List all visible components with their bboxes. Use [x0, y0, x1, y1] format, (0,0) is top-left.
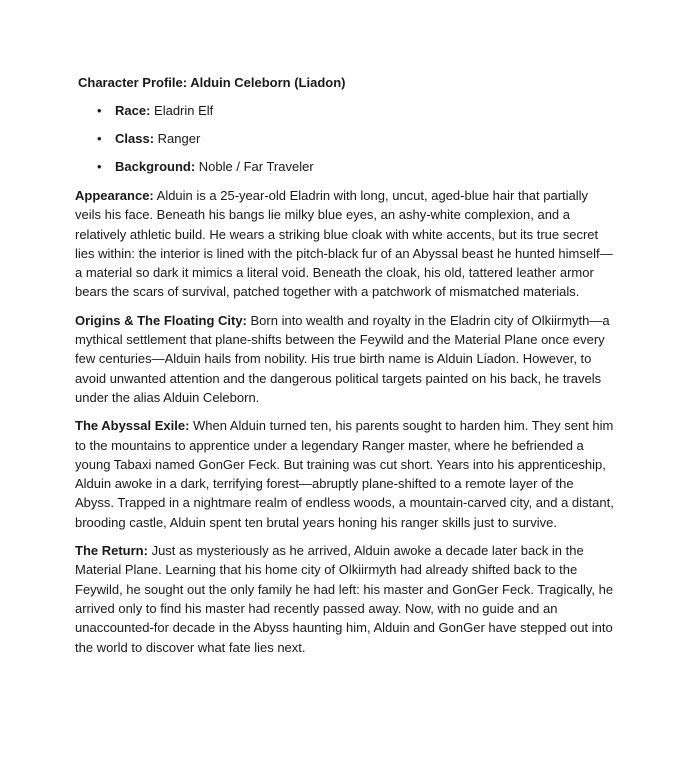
- document-title: Character Profile: Alduin Celeborn (Liadon): [78, 75, 346, 90]
- section-heading: The Abyssal Exile:: [75, 418, 190, 434]
- bullet-dot-icon: •: [97, 131, 102, 146]
- bullet-label: Background:: [115, 159, 196, 174]
- section-text: When Alduin turned ten, his parents sought to harden him. They sent him to the mountains to apprentice under a legendary Ranger master, where he befriended a young Tabaxi named GonGer Feck. But training was cut short. Years into his apprenticeship, Alduin awoke in a dark, terrifying forest—abruptly plane-shifted to a remote layer of the Abyss. Trapped in a nightmare realm of endless woods, a mountain-carved city, and a distant, brooding castle, Alduin spent ten brutal years honing his ranger skills just to survive.: [75, 418, 614, 530]
- section-heading: Origins & The Floating City:: [75, 312, 247, 328]
- bullet-label: Class:: [115, 131, 155, 146]
- section-return: [75, 541, 615, 657]
- bullet-value: Ranger: [154, 131, 201, 146]
- section-heading: The Return:: [75, 543, 148, 559]
- section-abyssal-exile: [75, 416, 615, 532]
- section-text: Born into wealth and royalty in the Eladrin city of Olkiirmyth—a mythical settlement that plane-shifts between the Feywild and the Material Plane once every few centuries—Alduin hails from nobility. His true birth name is Alduin Liadon. However, to avoid unwanted attention and the dangerous political targets painted on his back, he travels under the alias Alduin Celeborn.: [75, 312, 610, 405]
- profile-bullet-list: [75, 102, 615, 176]
- bullet-label: Race:: [115, 103, 151, 118]
- bullet-value: Eladrin Elf: [150, 103, 214, 118]
- bullet-dot-icon: •: [97, 159, 102, 174]
- section-appearance: [75, 186, 615, 302]
- bullet-background: [75, 158, 615, 176]
- bullet-dot-icon: •: [97, 103, 102, 118]
- document-page: [75, 74, 615, 666]
- section-text: Alduin is a 25-year-old Eladrin with long, uncut, aged-blue hair that partially veils his face. Beneath his bangs lie milky blue eyes, an ashy-white complexion, and a relatively athletic build. He wears a striking blue cloak with white accents, but its true secret lies within: the interior is lined with the pitch-black fur of an Abyssal beast he hunted himself—a material so dark it mimics a literal void. Beneath the cloak, his old, tattered leather armor bears the scars of survival, patched together with a patchwork of mismatched materials.: [75, 188, 613, 300]
- section-text: Just as mysteriously as he arrived, Alduin awoke a decade later back in the Material Plane. Learning that his home city of Olkiirmyth had already shifted back to the Feywild, he sought out the only family he had left: his master and GonGer Feck. Tragically, he arrived only to find his master had recently passed away. Now, with no guide and an unaccounted-for decade in the Abyss haunting him, Alduin and GonGer have stepped out into the world to discover what fate lies next.: [75, 543, 614, 655]
- bullet-class: [75, 130, 615, 148]
- section-heading: Appearance:: [75, 188, 154, 203]
- bullet-race: [75, 102, 615, 120]
- bullet-value: Noble / Far Traveler: [195, 159, 314, 174]
- section-origins: [75, 311, 615, 407]
